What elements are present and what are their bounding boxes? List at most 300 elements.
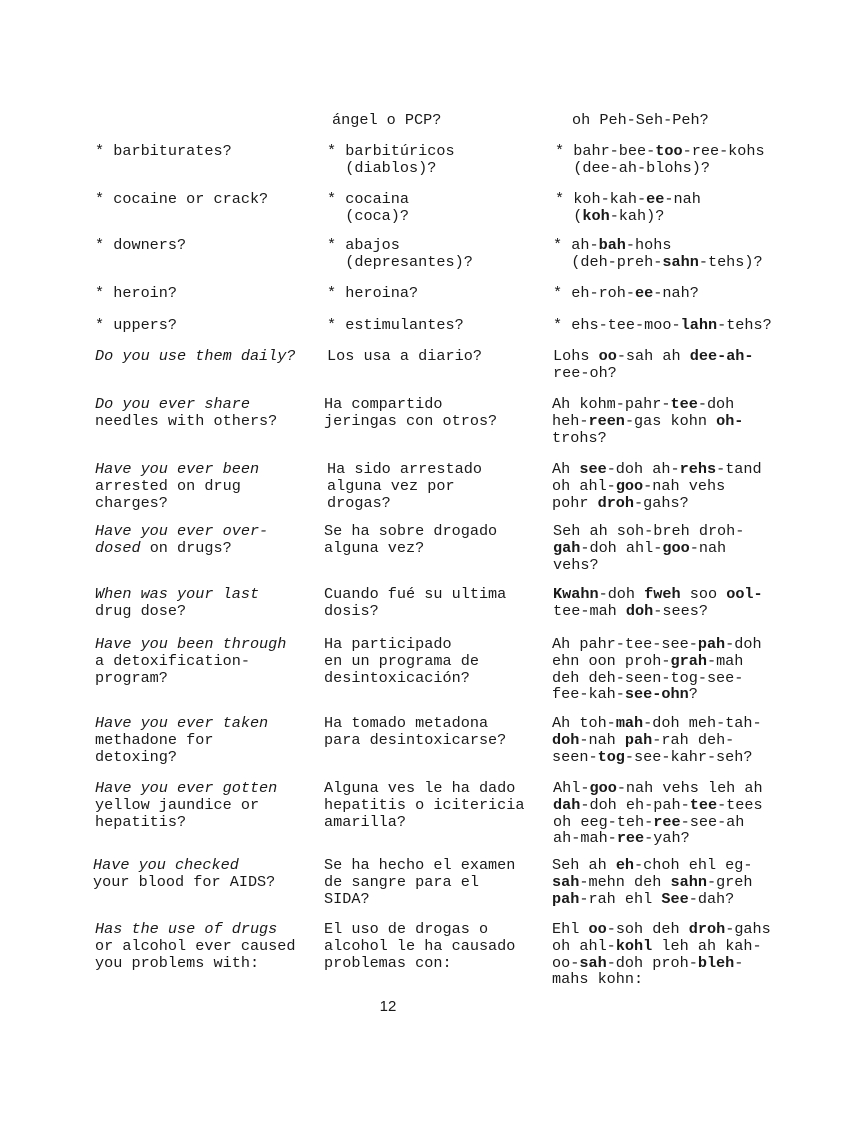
text-segment: -nah [689,538,727,557]
text-segment: -dah? [688,889,735,908]
text-segment: ree-oh? [553,363,617,382]
text-line [327,495,549,512]
stressed-syllable: droh [688,920,726,938]
text-segment: alguna vez? [324,538,425,557]
text-line [95,603,317,620]
text-line [324,797,546,814]
text-segment: * uppers? [95,316,178,334]
text-line [95,143,317,160]
pronunciation-cell [553,348,853,382]
pronunciation-cell [572,112,863,129]
text-line [324,814,546,831]
text-segment: Lohs [553,347,599,365]
text-line [552,732,852,749]
text-segment: Ha sido arrestado [327,460,482,478]
spanish-cell [324,396,546,430]
stressed-syllable: mah [615,714,644,732]
text-line [552,478,852,495]
text-segment: (depresantes)? [327,252,473,271]
text-line [324,891,546,908]
text-line [553,285,853,302]
text-segment: Have you ever gotten [95,779,278,797]
text-segment: - [734,953,744,972]
text-line [95,715,317,732]
text-line [95,540,317,557]
stressed-syllable: kohl [615,936,653,955]
stressed-syllable: sah [552,872,580,891]
english-cell [93,857,315,891]
text-segment: -see-ah [680,812,745,831]
text-line [95,461,317,478]
spanish-cell [324,715,546,749]
text-segment: fee-kah- [552,685,625,704]
text-line [553,365,853,382]
stressed-syllable: sah [579,953,607,972]
text-segment: -soh deh [606,920,689,938]
text-segment: methadone for [95,730,214,749]
text-segment: -doh [697,395,735,413]
stressed-syllable: fweh [644,585,681,603]
text-segment: Alguna ves le ha dado [324,779,516,797]
english-cell [95,715,317,765]
text-line [552,921,852,938]
text-segment: -hohs [625,236,672,254]
spanish-cell [332,112,554,129]
text-segment: -nah vehs leh ah [616,779,763,797]
text-segment: on drugs? [140,538,232,557]
text-segment: Have you checked [93,856,239,874]
text-line [95,636,317,653]
text-line [552,971,852,988]
pronunciation-cell [552,921,852,988]
text-segment: -nah [579,730,625,749]
stressed-syllable: see-ohn [624,685,689,704]
stressed-syllable: rehs [679,460,717,478]
text-segment: tee-mah [553,601,626,620]
text-segment: -doh ahl- [580,538,663,557]
text-segment: -greh [706,872,753,891]
pronunciation-cell [552,715,852,765]
text-segment: Ah pahr-tee-see- [552,635,698,653]
english-cell [95,285,317,302]
text-segment: Seh ah [552,856,616,874]
spanish-cell [327,461,549,511]
text-segment: ( [555,206,583,225]
stressed-syllable: grah [670,651,707,670]
spanish-cell [324,780,546,830]
text-segment: drogas? [327,493,391,512]
text-segment: -nah? [653,284,699,302]
text-line [555,208,855,225]
text-segment: Has the use of drugs [95,920,278,938]
stressed-syllable: oo [588,920,607,938]
text-segment: jeringas con otros? [324,411,498,430]
text-line [552,686,852,703]
text-line [327,208,549,225]
text-line [95,191,317,208]
text-line [552,413,852,430]
text-line [324,938,546,955]
text-segment: -tees [717,795,763,814]
text-line [572,112,863,129]
text-segment: soo [680,585,727,603]
text-line [552,955,852,972]
text-line [324,921,546,938]
text-segment: ah-mah- [553,829,617,848]
text-line [93,874,315,891]
english-cell [95,396,317,430]
text-line [553,540,853,557]
text-segment: your blood for AIDS? [93,872,276,891]
text-segment: * estimulantes? [327,316,464,334]
spanish-cell [324,586,546,620]
text-line [327,285,549,302]
spanish-cell [327,285,549,302]
text-line [95,317,317,334]
pronunciation-cell [552,396,852,446]
text-segment: oh eeg-teh- [553,812,654,831]
text-segment: -doh meh-tah- [643,714,762,732]
text-line [553,254,853,271]
text-line [552,857,852,874]
text-segment: -doh proh- [606,953,698,972]
pronunciation-cell [553,237,853,271]
text-line [553,780,853,797]
text-segment: (diablos)? [327,158,437,177]
stressed-syllable: gah [553,538,581,557]
text-line [324,653,546,670]
pronunciation-cell [553,780,853,847]
text-segment: * eh-roh- [553,284,636,302]
text-line [324,636,546,653]
text-line [327,317,549,334]
text-segment: seen- [552,747,598,766]
text-segment: * cocaina [327,190,410,208]
stressed-syllable: tog [597,747,625,766]
stressed-syllable: oh- [716,411,744,430]
text-segment: -gahs? [634,493,689,512]
text-segment: Ha participado [324,635,452,653]
english-cell [95,317,317,334]
spanish-cell [324,857,546,907]
english-cell [95,348,317,365]
text-segment: charges? [95,493,168,512]
text-segment: dosis? [324,601,379,620]
text-segment: Have you ever been [95,460,260,478]
text-line [327,348,549,365]
text-segment: desintoxicación? [324,668,470,687]
text-line [324,413,546,430]
text-segment: * cocaine or crack? [95,190,269,208]
text-segment: El uso de drogas o [324,920,489,938]
text-line [327,160,549,177]
text-line [324,670,546,687]
spanish-cell [327,237,549,271]
text-segment: * koh-kah- [555,190,647,208]
text-segment: -gahs [725,920,771,938]
text-line [552,749,852,766]
text-segment: ? [688,685,698,704]
text-segment: para desintoxicarse? [324,730,507,749]
stressed-syllable: doh [552,730,580,749]
text-segment: (dee-ah-blohs)? [555,158,710,177]
text-segment: de sangre para el [324,872,479,891]
text-segment: Have you ever over- [95,522,269,540]
pronunciation-cell [552,461,852,511]
text-line [324,540,546,557]
spanish-cell [324,921,546,971]
text-line [95,955,317,972]
pronunciation-cell [555,143,855,177]
text-segment: * downers? [95,236,187,254]
text-segment: Do you ever share [95,395,250,413]
text-segment: hepatitis o icitericia [324,795,525,814]
text-segment: * barbiturates? [95,142,232,160]
text-line [324,955,546,972]
text-line [332,112,554,129]
text-line [327,478,549,495]
pronunciation-cell [555,191,855,225]
text-line [95,495,317,512]
stressed-syllable: dah [553,795,581,814]
pronunciation-cell [552,857,852,907]
text-line [95,478,317,495]
text-segment: -nah [664,190,701,208]
text-segment: * heroina? [327,284,419,302]
text-line [553,830,853,847]
text-line [552,938,852,955]
stressed-syllable: pah [697,635,726,653]
text-segment: -see-kahr-seh? [624,747,753,766]
english-cell [95,461,317,511]
stressed-syllable: tee [670,395,698,413]
text-segment: -doh eh-pah- [580,795,690,814]
text-segment: a detoxification- [95,651,250,670]
text-line [95,586,317,603]
text-segment: alguna vez por [327,476,455,495]
text-line [95,396,317,413]
text-segment: -kah)? [609,206,665,225]
stressed-syllable: goo [662,538,690,557]
pronunciation-cell [552,636,852,703]
text-segment: Se ha sobre drogado [324,522,498,540]
text-line [95,749,317,766]
text-segment: alcohol le ha causado [324,936,516,955]
text-line [552,495,852,512]
text-segment: Ehl [552,920,589,938]
text-segment: Ha tomado metadona [324,714,489,732]
text-line [95,413,317,430]
text-line [553,348,853,365]
stressed-syllable: bah [598,236,626,254]
text-segment: -sah ah [616,347,690,365]
text-segment: * barbitúricos [327,142,455,160]
stressed-syllable: ee [646,190,665,208]
text-segment: Cuando fué su ultima [324,585,507,603]
text-line [553,603,853,620]
stressed-syllable: sahn [662,252,699,271]
english-cell [95,780,317,830]
text-line [555,191,855,208]
text-line [552,874,852,891]
text-line [324,586,546,603]
text-segment: -nah vehs [643,476,726,495]
text-segment: dosed [95,538,141,557]
text-segment: -mah [706,651,744,670]
text-line [95,523,317,540]
text-segment: -sees? [653,601,708,620]
text-segment: Ah toh- [552,714,616,732]
text-line [552,396,852,413]
english-cell [95,191,317,208]
text-segment: amarilla? [324,812,407,831]
text-segment: * ah- [553,236,599,254]
text-segment: leh ah kah- [652,936,762,955]
text-segment: detoxing? [95,747,178,766]
text-segment: SIDA? [324,889,370,908]
text-segment: or alcohol ever caused [95,936,296,955]
text-segment: -gas kohn [624,411,717,430]
text-line [95,780,317,797]
text-line [95,237,317,254]
english-cell [95,523,317,557]
text-segment: mahs kohn: [552,970,644,989]
text-segment: * heroin? [95,284,178,302]
text-line [95,732,317,749]
text-line [552,715,852,732]
stressed-syllable: ool- [726,585,763,603]
text-segment: heh- [552,411,589,430]
text-line [95,938,317,955]
text-segment: Have you been through [95,635,287,653]
text-segment: you problems with: [95,953,260,972]
text-line [552,891,852,908]
text-segment: Ahl- [553,779,590,797]
stressed-syllable: ee [635,284,654,302]
text-segment: hepatitis? [95,812,187,831]
text-segment: Seh ah soh-breh droh- [553,522,745,540]
text-line [327,461,549,478]
english-cell [95,586,317,620]
stressed-syllable: droh [597,493,635,512]
stressed-syllable: See [661,889,689,908]
text-segment: -rah deh- [652,730,735,749]
text-segment: -tand [716,460,762,478]
text-segment: Ah kohm-pahr- [552,395,671,413]
text-line [553,317,853,334]
text-segment: -tehs)? [698,252,763,271]
text-segment: en un programa de [324,651,479,670]
text-segment: oh ahl- [552,476,616,495]
stressed-syllable: oo [598,347,617,365]
pronunciation-cell [553,523,853,573]
text-segment: needles with others? [95,411,278,430]
text-line [553,586,853,603]
text-segment: -rah ehl [579,889,662,908]
text-line [555,143,855,160]
text-line [553,237,853,254]
text-segment: Se ha hecho el examen [324,856,516,874]
text-line [324,603,546,620]
text-line [95,670,317,687]
stressed-syllable: too [655,142,683,160]
text-line [552,461,852,478]
stressed-syllable: ree [616,829,645,848]
text-segment: oh Peh-Seh-Peh? [572,111,709,129]
text-line [327,143,549,160]
text-line [327,254,549,271]
english-cell [95,921,317,971]
text-segment: program? [95,668,168,687]
text-line [324,874,546,891]
stressed-syllable: sahn [670,872,707,891]
text-segment: Have you ever taken [95,714,269,732]
stressed-syllable: tee [689,795,718,814]
text-segment: ehn oon proh- [552,651,671,670]
text-segment: trohs? [552,428,607,447]
text-line [552,636,852,653]
text-segment: oo- [552,953,580,972]
stressed-syllable: doh [625,601,654,620]
text-segment: (coca)? [327,206,410,225]
text-line [327,237,549,254]
text-segment: drug dose? [95,601,187,620]
text-segment: deh deh-seen-tog-see- [552,668,744,687]
stressed-syllable: Kwahn [553,585,599,603]
text-segment: -doh [598,585,645,603]
text-line [553,797,853,814]
text-line [95,653,317,670]
text-line [324,523,546,540]
stressed-syllable: lahn [680,316,718,334]
pronunciation-cell [553,317,853,334]
text-segment: -choh ehl eg- [634,856,753,874]
stressed-syllable: reen [588,411,625,430]
text-line [555,160,855,177]
page-number: 12 [379,998,397,1015]
spanish-cell [327,348,549,365]
text-segment: -mehn deh [579,872,671,891]
text-segment: -yah? [644,829,690,848]
text-segment: -tehs? [717,316,772,334]
text-line [95,921,317,938]
text-line [95,797,317,814]
text-segment: * abajos [327,236,400,254]
text-segment: Ah [552,460,580,478]
text-segment: pohr [552,493,598,512]
text-segment: (deh-preh- [553,252,663,271]
text-segment: vehs? [553,555,599,574]
text-segment: -doh [725,635,762,653]
stressed-syllable: koh [582,206,610,225]
spanish-cell [327,317,549,334]
text-line [552,670,852,687]
text-line [553,814,853,831]
text-line [324,732,546,749]
stressed-syllable: pah [624,730,653,749]
stressed-syllable: bleh [697,953,735,972]
text-segment: Los usa a diario? [327,347,482,365]
text-line [553,557,853,574]
text-segment: * bahr-bee- [555,142,656,160]
text-segment: problemas con: [324,953,452,972]
text-line [552,430,852,447]
text-line [324,857,546,874]
text-line [324,780,546,797]
text-line [324,396,546,413]
stressed-syllable: ree [653,812,681,831]
text-line [95,348,317,365]
